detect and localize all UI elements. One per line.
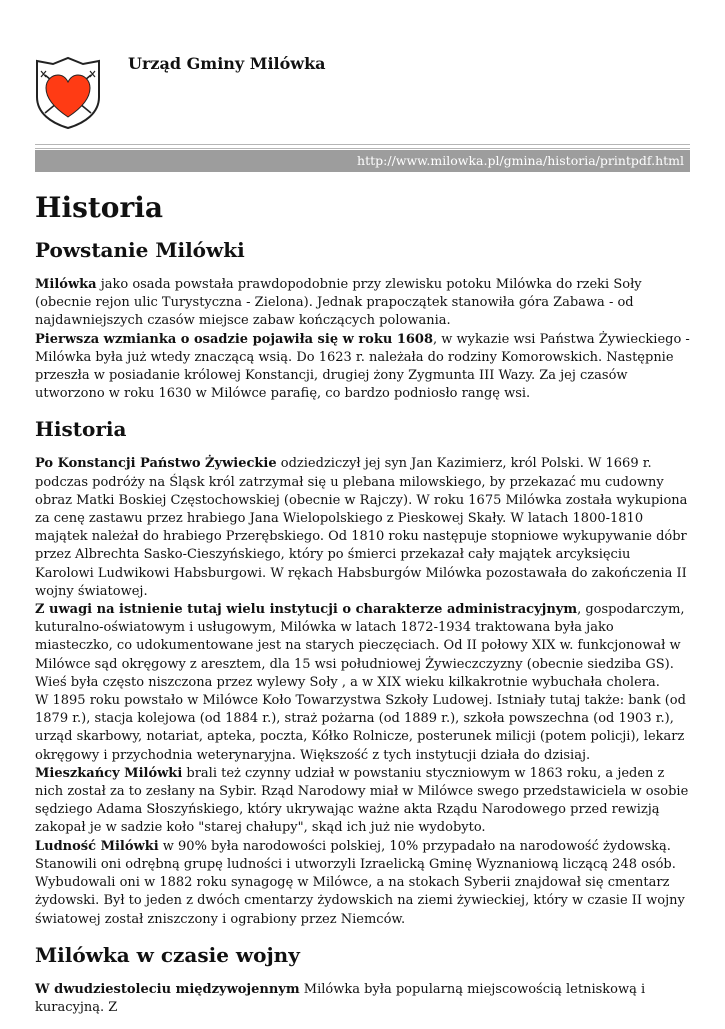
paragraph-lead: Z uwagi na istnienie tutaj wielu instytucji o charakterze administracyjnym (35, 602, 578, 618)
paragraph-text: , w wykazie wsi Państwa Żywieckiego - Milówka była już wtedy znaczącą wsią. Do 1623 r. należała do rodziny Komorowskich. Następnie przeszła w posiadanie królowej Konstancji, drugiej żony Zygmunta III Wazy. Za jej czasów utworzono w roku 1630 w Milówce parafię, co bardzo podniosło rangę wsi. (35, 331, 690, 402)
paragraph (35, 838, 690, 929)
article (35, 190, 690, 1029)
paragraph (35, 981, 690, 1017)
paragraph-lead: Milówka (35, 277, 97, 292)
paragraph-lead: Pierwsza wzmianka o osadzie pojawiła się w roku 1608 (35, 331, 434, 347)
paragraph-text: odziedziczył jej syn Jan Kazimierz, król Polski. W 1669 r. podczas podróży na Śląsk król zatrzymał się u plebana milowskiego, by przekazać mu cudowny obraz Matki Boskiej Częstochowskiej (obecnie w Rajczy). W roku 1675 Milówka została wykupiona za cenę zastawu przez hrabiego Jana Wielopolskiego z Pieskowej Skały. W latach 1800-1810 majątek należał do hrabiego Przerębskiego. Od 1810 roku następuje stopniowe wykupywanie dóbr przez Albrechta Sasko-Cieszyńskiego, który po śmierci przekazał cały majątek arcyksięciu Karolowi Ludwikowi Habsburgowi. W rękach Habsburgów Milówka pozostawała do zakończenia II wojny światowej. (35, 456, 688, 599)
paragraph (35, 601, 690, 692)
paragraph (35, 276, 690, 331)
source-url[interactable]: http://www.milowka.pl/gmina/historia/printpdf.html (35, 150, 690, 172)
paragraph-lead: Ludność Milówki (35, 838, 159, 854)
paragraph-text: brali też czynny udział w powstaniu styczniowym w 1863 roku, a jeden z nich został za to zesłany na Sybir. Rząd Narodowy miał w Milówce swego przedstawiciela w osobie sędziego Adama Słoszyńskiego, który ukrywając ważne akta Rządu Narodowego przed rewizją zakopał je w sadzie koło "starej chałupy", skąd ich już nie wydobyto. (35, 765, 689, 836)
paragraph-text: Milówka była popularną miejscowością letniskową i kuracyjną. Z (35, 981, 646, 1015)
paragraph-lead: W dwudziestoleciu międzywojennym (35, 981, 300, 997)
section-heading: Milówka w czasie wojny (35, 942, 300, 967)
section (35, 941, 690, 1017)
paragraph-lead: Mieszkańcy Milówki (35, 765, 183, 781)
paragraph (35, 765, 690, 838)
divider (35, 144, 690, 145)
paragraph-text: W 1895 roku powstało w Milówce Koło Towarzystwa Szkoły Ludowej. Istniały tutaj także: bank (od 1879 r.), stacja kolejowa (od 1884 r.), straż pożarna (od 1889 r.), szkoła powszechna (od 1903 r.), urząd skarbowy, notariat, apteka, poczta, Kółko Rolnicze, posterunek milicji (potem policji), lekarz okręgowy i przychodnia weterynaryjna. Większość z tych instytucji działa do dzisiaj. (35, 693, 686, 763)
paragraph-text: jako osada powstała prawdopodobnie przy zlewisku potoku Milówka do rzeki Soły (obecnie rejon ulic Turystyczna - Zielona). Jednak prapoczątek stanowiła góra Zabawa - od najdawniejszych czasów miejsce zabaw kończących polowania. (35, 277, 642, 329)
section-heading: Powstanie Milówki (35, 238, 245, 262)
section (35, 236, 690, 403)
paragraph-text: w 90% była narodowości polskiej, 10% przypadało na narodowość żydowską. Stanowili oni odrębną grupę ludności i utworzyli Izraelicką Gminę Wyznaniową liczącą 248 osób. Wybudowali oni w 1882 roku synagogę w Milówce, a na stokach Syberii znajdował się cmentarz żydowski. Był to jeden z dwóch cmentarzy żydowskich na ziemi żywieckiej, który w czasie II wojny światowej został zniszczony i ograbiony przez Niemców. (35, 838, 685, 927)
section-heading: Historia (35, 417, 127, 442)
site-name: Urząd Gminy Milówka (128, 54, 326, 73)
paragraph-text: , gospodarczym, kuturalno-oświatowym i usługowym, Milówka w latach 1872-1934 traktowana była jako miasteczko, co udokumentowane jest na starych pieczęciach. Od II połowy XIX w. funkcjonował w Milówce sąd okręgowy z aresztem, dla 15 wsi południowej Żywieczczyzny (obecnie siedziba GS). Wieś była często niszczona przez wylewy Soły , a w XIX wieku kilkakrotnie wybuchała cholera. (35, 602, 685, 690)
section (35, 415, 690, 928)
paragraph (35, 331, 690, 404)
page-title: Historia (35, 191, 163, 224)
paragraph (35, 455, 690, 601)
document-header (0, 0, 725, 168)
divider (35, 148, 690, 149)
paragraph (35, 692, 690, 765)
paragraph-lead: Po Konstancji Państwo Żywieckie (35, 456, 277, 472)
coat-of-arms-logo (33, 55, 103, 130)
